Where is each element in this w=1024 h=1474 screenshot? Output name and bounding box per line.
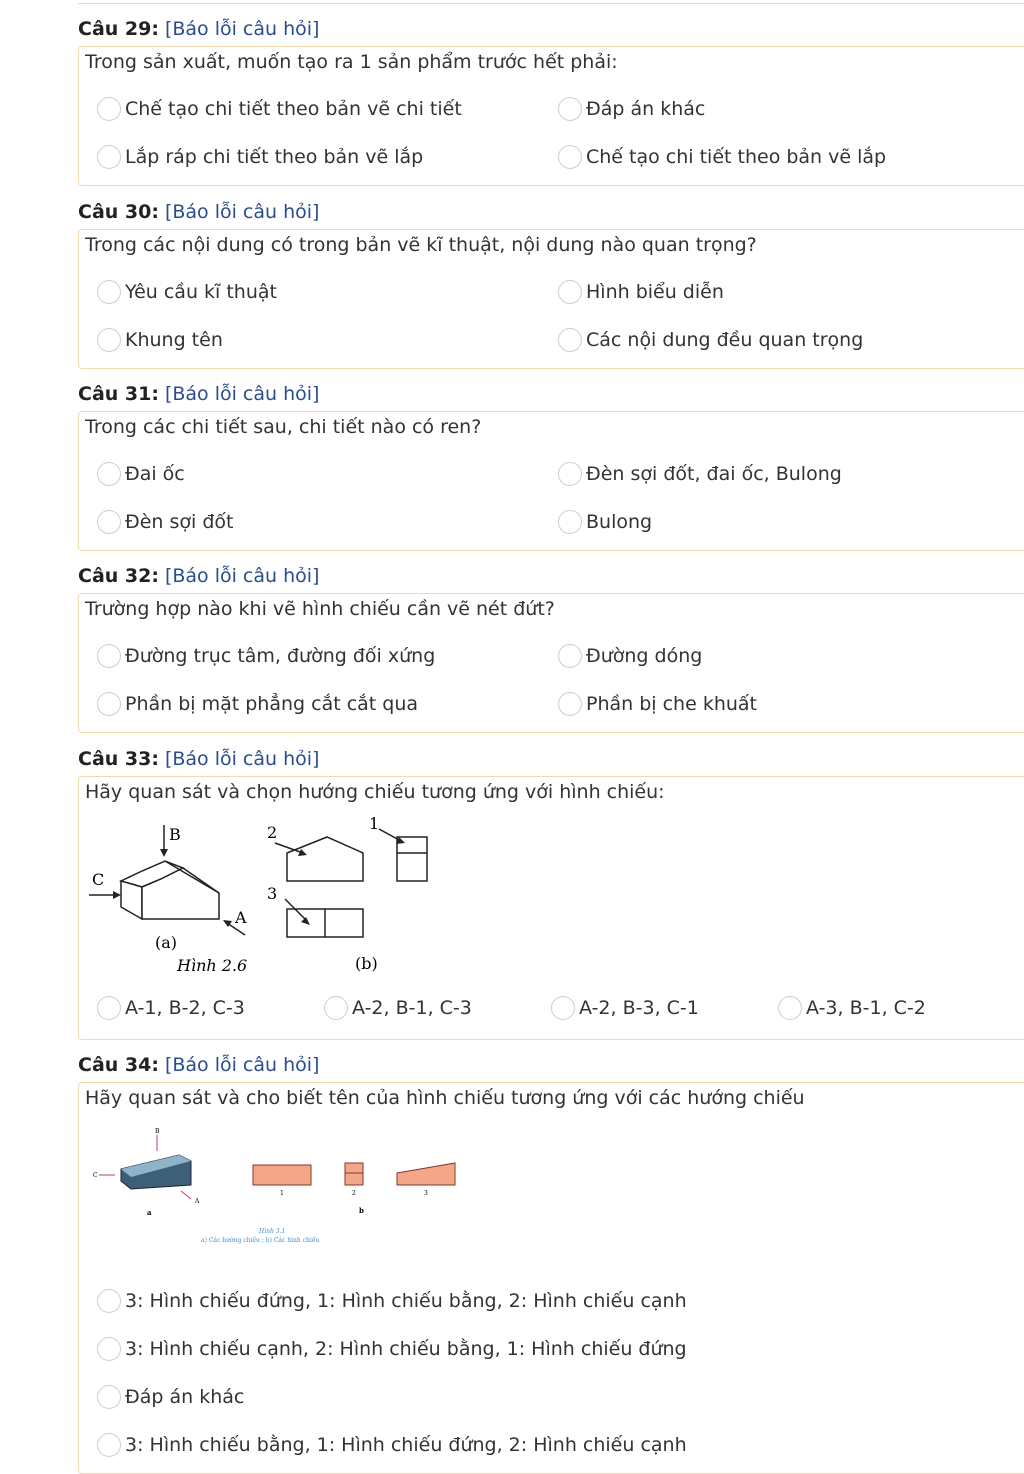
question-34-header: [78, 1054, 319, 1076]
option-b[interactable]: Hình biểu diễn: [558, 280, 724, 304]
radio-button[interactable]: [97, 996, 121, 1020]
figure-subcaption: a) Các hướng chiếu ; b) Các hình chiếu: [201, 1237, 320, 1244]
option-b[interactable]: 3: Hình chiếu cạnh, 2: Hình chiếu bằng, 1: Hình chiếu đứng: [97, 1337, 687, 1361]
radio-button[interactable]: [97, 510, 121, 534]
label-a: A: [195, 1198, 200, 1205]
radio-button[interactable]: [97, 1385, 121, 1409]
option-a[interactable]: A-1, B-2, C-3: [97, 996, 245, 1020]
label-2: 2: [352, 1190, 356, 1197]
report-question-link[interactable]: [Báo lỗi câu hỏi]: [164, 748, 320, 770]
question-32-header: [78, 565, 319, 587]
option-d[interactable]: A-3, B-1, C-2: [778, 996, 926, 1020]
question-text: Hãy quan sát và cho biết tên của hình chiếu tương ứng với các hướng chiếu: [85, 1087, 805, 1109]
arrow-a: [181, 1191, 191, 1199]
label-3: 3: [424, 1190, 428, 1197]
radio-button[interactable]: [97, 328, 121, 352]
option-a[interactable]: Đường trục tâm, đường đối xứng: [97, 644, 435, 668]
radio-button[interactable]: [558, 328, 582, 352]
question-30-box: [78, 229, 1024, 369]
option-c[interactable]: Lắp ráp chi tiết theo bản vẽ lắp: [97, 145, 423, 169]
question-number: Câu 32:: [78, 565, 159, 587]
question-34-box: [78, 1082, 1024, 1474]
question-text: Trong sản xuất, muốn tạo ra 1 sản phẩm trước hết phải:: [85, 51, 618, 73]
option-c[interactable]: Phần bị mặt phẳng cắt cắt qua: [97, 692, 418, 716]
radio-button[interactable]: [97, 644, 121, 668]
option-d[interactable]: Bulong: [558, 510, 652, 534]
label-b: B: [169, 825, 181, 844]
option-c[interactable]: Khung tên: [97, 328, 223, 352]
option-b[interactable]: A-2, B-1, C-3: [324, 996, 472, 1020]
question-31-header: [78, 383, 319, 405]
label-fig-b: (b): [355, 954, 378, 973]
arrow-c-head: [113, 891, 121, 899]
question-text: Trong các chi tiết sau, chi tiết nào có ren?: [85, 416, 482, 438]
label-c: C: [93, 1172, 98, 1179]
option-c[interactable]: Đèn sợi đốt: [97, 510, 233, 534]
radio-button[interactable]: [558, 644, 582, 668]
label-1: 1: [280, 1190, 284, 1197]
report-question-link[interactable]: [Báo lỗi câu hỏi]: [164, 201, 320, 223]
option-a[interactable]: Đai ốc: [97, 462, 185, 486]
radio-button[interactable]: [558, 510, 582, 534]
figure-caption: Hình 3.1: [259, 1228, 286, 1235]
arrow-b-head: [160, 849, 168, 857]
question-33-header: [78, 748, 319, 770]
view-2-shape: [287, 837, 363, 881]
report-question-link[interactable]: [Báo lỗi câu hỏi]: [164, 1054, 320, 1076]
house-object: [121, 861, 219, 919]
view-1-shape: [253, 1165, 311, 1185]
question-text: Hãy quan sát và chọn hướng chiếu tương ứng với hình chiếu:: [85, 781, 665, 803]
report-question-link[interactable]: [Báo lỗi câu hỏi]: [164, 18, 320, 40]
radio-button[interactable]: [97, 1433, 121, 1457]
option-a[interactable]: Yêu cầu kĩ thuật: [97, 280, 277, 304]
question-number: Câu 34:: [78, 1054, 159, 1076]
option-a[interactable]: Chế tạo chi tiết theo bản vẽ chi tiết: [97, 97, 462, 121]
label-fig-b: b: [359, 1206, 364, 1215]
radio-button[interactable]: [97, 692, 121, 716]
question-29-header: [78, 18, 319, 40]
radio-button[interactable]: [97, 462, 121, 486]
view-2-shape: [345, 1163, 363, 1185]
radio-button[interactable]: [558, 280, 582, 304]
radio-button[interactable]: [558, 145, 582, 169]
option-d[interactable]: 3: Hình chiếu bằng, 1: Hình chiếu đứng, 2: Hình chiếu cạnh: [97, 1433, 687, 1457]
radio-button[interactable]: [558, 97, 582, 121]
projection-figure-3-1: [87, 1123, 487, 1253]
radio-button[interactable]: [97, 97, 121, 121]
option-d[interactable]: Chế tạo chi tiết theo bản vẽ lắp: [558, 145, 886, 169]
question-text: Trường hợp nào khi vẽ hình chiếu cần vẽ nét đứt?: [85, 598, 555, 620]
radio-button[interactable]: [97, 280, 121, 304]
arrow-1: [379, 829, 401, 841]
option-d[interactable]: Các nội dung đều quan trọng: [558, 328, 863, 352]
question-32-box: [78, 593, 1024, 733]
view-3-shape: [397, 1163, 455, 1185]
radio-button[interactable]: [778, 996, 802, 1020]
radio-button[interactable]: [97, 1289, 121, 1313]
question-text: Trong các nội dung có trong bản vẽ kĩ thuật, nội dung nào quan trọng?: [85, 234, 757, 256]
label-2: 2: [267, 823, 278, 842]
report-question-link[interactable]: [Báo lỗi câu hỏi]: [164, 383, 320, 405]
option-b[interactable]: Đường dóng: [558, 644, 702, 668]
option-c[interactable]: A-2, B-3, C-1: [551, 996, 699, 1020]
radio-button[interactable]: [551, 996, 575, 1020]
label-c: C: [92, 870, 105, 889]
question-33-box: [78, 776, 1024, 1040]
label-fig-a: a: [147, 1208, 152, 1217]
question-29-box: [78, 46, 1024, 186]
radio-button[interactable]: [324, 996, 348, 1020]
question-number: Câu 31:: [78, 383, 159, 405]
radio-button[interactable]: [558, 462, 582, 486]
label-fig-a: (a): [155, 933, 178, 952]
option-b[interactable]: Đáp án khác: [558, 97, 705, 121]
projection-figure-2-6: [87, 813, 447, 983]
question-number: Câu 29:: [78, 18, 159, 40]
label-a: A: [235, 908, 247, 927]
option-d[interactable]: Phần bị che khuất: [558, 692, 757, 716]
figure-caption: Hình 2.6: [177, 956, 248, 975]
question-number: Câu 30:: [78, 201, 159, 223]
label-1: 1: [369, 814, 380, 833]
question-31-box: [78, 411, 1024, 551]
report-question-link[interactable]: [Báo lỗi câu hỏi]: [164, 565, 320, 587]
radio-button[interactable]: [97, 1337, 121, 1361]
question-30-header: [78, 201, 319, 223]
option-c[interactable]: Đáp án khác: [97, 1385, 244, 1409]
option-a[interactable]: 3: Hình chiếu đứng, 1: Hình chiếu bằng, 2: Hình chiếu cạnh: [97, 1289, 687, 1313]
label-b: B: [155, 1128, 160, 1135]
radio-button[interactable]: [97, 145, 121, 169]
top-divider: [78, 0, 1024, 4]
radio-button[interactable]: [558, 692, 582, 716]
view-1-shape: [397, 837, 427, 881]
label-3: 3: [267, 884, 278, 903]
option-b[interactable]: Đèn sợi đốt, đai ốc, Bulong: [558, 462, 842, 486]
question-number: Câu 33:: [78, 748, 159, 770]
